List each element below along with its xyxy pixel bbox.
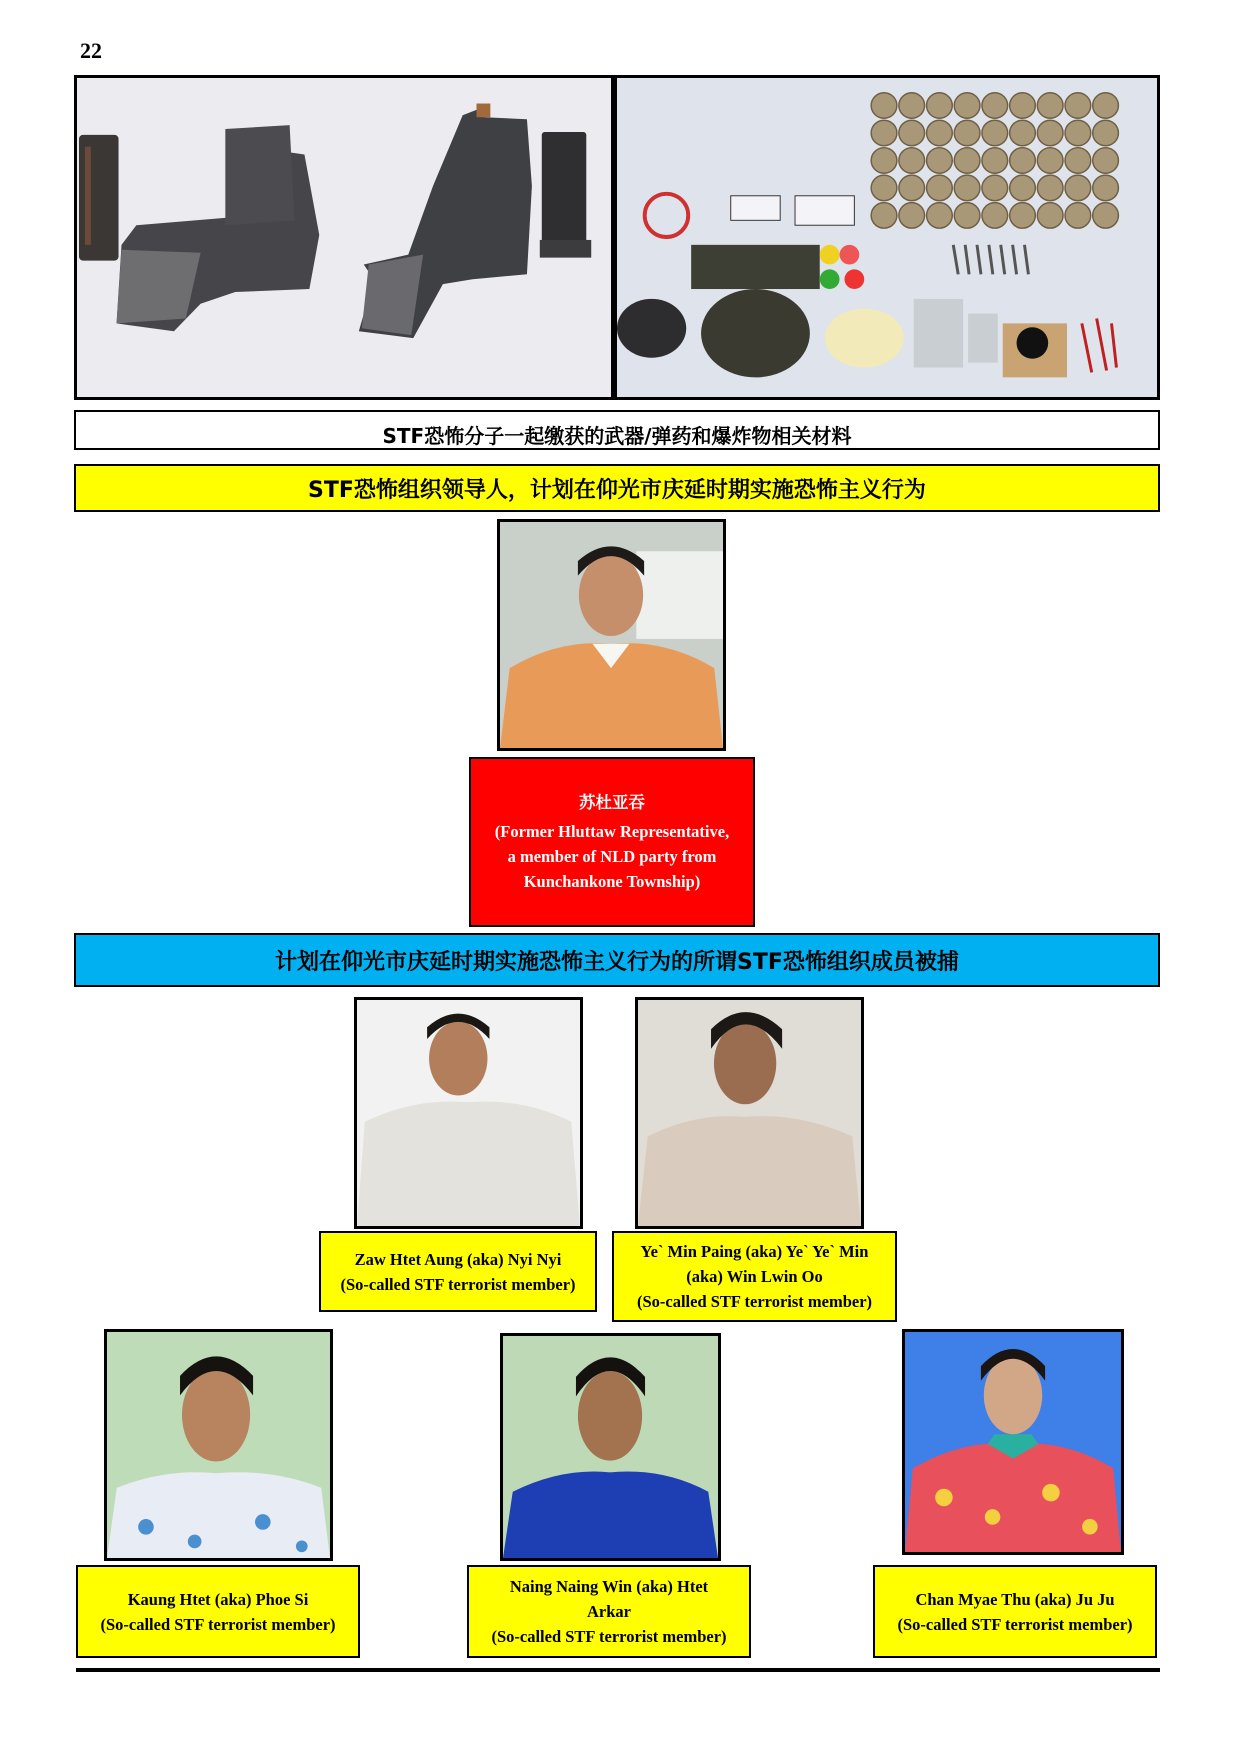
member-photo	[902, 1329, 1124, 1555]
leader-photo	[497, 519, 726, 751]
member-name: Ye` Min Paing (aka) Ye` Ye` Min	[640, 1242, 869, 1261]
member-name: Zaw Htet Aung (aka) Nyi Nyi	[354, 1249, 562, 1269]
member-alias: Arkar	[587, 1602, 631, 1621]
member-role: (So-called STF terrorist member)	[636, 1292, 873, 1311]
member-photo	[500, 1333, 721, 1561]
leader-desc-line2: a member of NLD party from	[507, 847, 717, 866]
leader-name: 苏杜亚吞	[579, 793, 645, 812]
weapons-photo	[74, 75, 614, 400]
member-name: Kaung Htet (aka) Phoe Si	[127, 1589, 309, 1609]
page-bottom-rule	[76, 1668, 1160, 1672]
member-name: Chan Myae Thu (aka) Ju Ju	[915, 1589, 1115, 1609]
member-photo	[104, 1329, 333, 1561]
member-label	[612, 1231, 897, 1322]
member-role: (So-called STF terrorist member)	[897, 1614, 1133, 1634]
member-label	[467, 1565, 751, 1658]
members-banner: 计划在仰光市庆延时期实施恐怖主义行为的所谓STF恐怖组织成员被捕	[74, 933, 1160, 987]
leader-desc-line3: Kunchankone Township)	[523, 872, 701, 891]
member-name: Naing Naing Win (aka) Htet	[509, 1577, 709, 1596]
member-alias: (aka) Win Lwin Oo	[686, 1267, 823, 1286]
member-label	[873, 1565, 1157, 1658]
explosives-photo	[614, 75, 1160, 400]
member-label	[319, 1231, 597, 1312]
member-role: (So-called STF terrorist member)	[340, 1274, 576, 1294]
member-label	[76, 1565, 360, 1658]
member-role: (So-called STF terrorist member)	[491, 1627, 727, 1646]
member-role: (So-called STF terrorist member)	[100, 1614, 336, 1634]
leader-desc-line1: (Former Hluttaw Representative,	[494, 822, 730, 841]
leader-label	[469, 757, 755, 927]
page-number: 22	[80, 38, 102, 63]
member-photo	[635, 997, 864, 1229]
photo-caption: STF恐怖分子一起缴获的武器/弹药和爆炸物相关材料	[74, 410, 1160, 450]
member-photo	[354, 997, 583, 1229]
leader-banner: STF恐怖组织领导人，计划在仰光市庆延时期实施恐怖主义行为	[74, 464, 1160, 512]
